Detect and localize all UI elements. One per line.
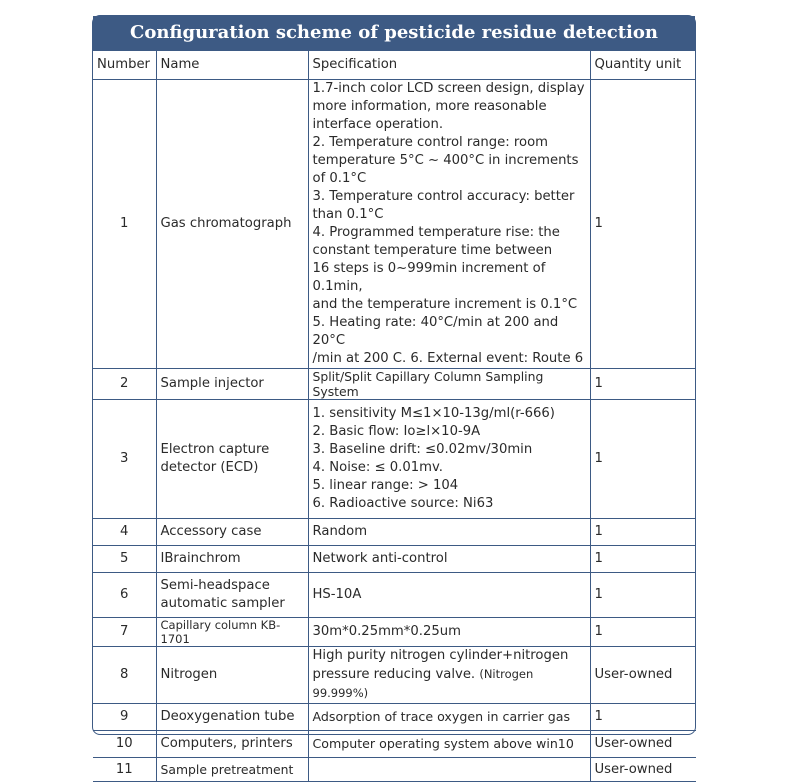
header-specification: Specification: [308, 51, 590, 79]
row-quantity: 1: [590, 368, 696, 399]
spec-line: than 0.1°C: [312, 206, 384, 222]
row-name: Nitrogen: [156, 646, 308, 703]
spec-line: 5. linear range: > 104: [312, 477, 459, 493]
row-name: Capillary column KB-1701: [156, 617, 308, 646]
row-number: 10: [93, 730, 156, 757]
header-number: Number: [93, 51, 156, 79]
spec-line: 1. sensitivity M≤1×10-13g/ml(r-666): [312, 405, 555, 421]
row-quantity: User-owned: [590, 646, 696, 703]
spec-line: 4. Programmed temperature rise: the: [312, 224, 560, 240]
spec-line: temperature 5°C ~ 400°C in increments: [312, 152, 579, 168]
spec-line: 6. Radioactive source: Ni63: [312, 495, 494, 511]
row-spec: Network anti-control: [308, 545, 590, 572]
spec-line: 2. Temperature control range: room: [312, 134, 548, 150]
spec-note: (Nitrogen 99.999%): [312, 666, 534, 700]
row-number: 1: [93, 79, 156, 368]
spec-line: 5. Heating rate: 40°C/min at 200 and 20°C: [312, 314, 559, 348]
table-row: [93, 757, 696, 781]
row-number: 2: [93, 368, 156, 399]
row-name: Deoxygenation tube: [156, 703, 308, 730]
row-quantity: User-owned: [590, 730, 696, 757]
row-name: Semi-headspace automatic sampler: [156, 572, 308, 617]
row-quantity: 1: [590, 572, 696, 617]
row-spec: [308, 757, 590, 781]
config-table-card: [92, 15, 696, 777]
table-row: [93, 730, 696, 757]
table-row: [93, 368, 696, 399]
row-number: 11: [93, 757, 156, 781]
spec-line: more information, more reasonable: [312, 98, 547, 114]
row-name: Gas chromatograph: [156, 79, 308, 368]
spec-line: constant temperature time between: [312, 242, 553, 258]
spec-line: 3. Baseline drift: ≤0.02mv/30min: [312, 441, 533, 457]
spec-line: pressure reducing valve.: [312, 666, 476, 682]
table-row: [93, 518, 696, 545]
spec-line: interface operation.: [312, 116, 444, 132]
row-name: IBrainchrom: [156, 545, 308, 572]
row-quantity: 1: [590, 518, 696, 545]
row-quantity: 1: [590, 703, 696, 730]
row-quantity: 1: [590, 79, 696, 368]
row-name: Computers, printers: [156, 730, 308, 757]
row-number: 9: [93, 703, 156, 730]
row-quantity: 1: [590, 399, 696, 518]
table-row: [93, 617, 696, 646]
table-row: [93, 545, 696, 572]
spec-line: and the temperature increment is 0.1°C: [312, 296, 578, 312]
table-row: [93, 572, 696, 617]
table-row: [93, 646, 696, 703]
row-spec: 30m*0.25mm*0.25um: [308, 617, 590, 646]
row-name: Sample pretreatment: [156, 757, 308, 781]
row-spec: Computer operating system above win10: [308, 730, 590, 757]
spec-line: 3. Temperature control accuracy: better: [312, 188, 575, 204]
row-name: Accessory case: [156, 518, 308, 545]
row-quantity: User-owned: [590, 757, 696, 781]
row-number: 7: [93, 617, 156, 646]
row-name: Electron capture detector (ECD): [156, 399, 308, 518]
table-row: [93, 399, 696, 518]
spec-line: 2. Basic flow: Io≥l×10-9A: [312, 423, 481, 439]
row-spec: Adsorption of trace oxygen in carrier gas: [308, 703, 590, 730]
config-table: [93, 51, 696, 782]
row-name: Sample injector: [156, 368, 308, 399]
header-quantity: Quantity unit: [590, 51, 696, 79]
row-spec: Split/Split Capillary Column Sampling System: [308, 368, 590, 399]
table-title: Configuration scheme of pesticide residue detection: [93, 16, 695, 51]
table-row: [93, 703, 696, 730]
row-spec: [308, 399, 590, 518]
header-name: Name: [156, 51, 308, 79]
spec-line: of 0.1°C: [312, 170, 367, 186]
row-quantity: 1: [590, 545, 696, 572]
spec-line: /min at 200 C. 6. External event: Route 6: [312, 350, 584, 366]
row-spec: Random: [308, 518, 590, 545]
row-number: 3: [93, 399, 156, 518]
spec-line: 16 steps is 0~999min increment of 0.1min,: [312, 260, 546, 294]
row-spec: [308, 646, 590, 703]
spec-line: High purity nitrogen cylinder+nitrogen: [312, 647, 569, 663]
row-spec: HS-10A: [308, 572, 590, 617]
row-number: 8: [93, 646, 156, 703]
row-spec: [308, 79, 590, 368]
row-number: 6: [93, 572, 156, 617]
row-number: 4: [93, 518, 156, 545]
spec-line: 4. Noise: ≤ 0.01mv.: [312, 459, 443, 475]
header-row: [93, 51, 696, 79]
spec-line: 1.7-inch color LCD screen design, display: [312, 80, 585, 96]
row-quantity: 1: [590, 617, 696, 646]
row-number: 5: [93, 545, 156, 572]
table-row: [93, 79, 696, 368]
